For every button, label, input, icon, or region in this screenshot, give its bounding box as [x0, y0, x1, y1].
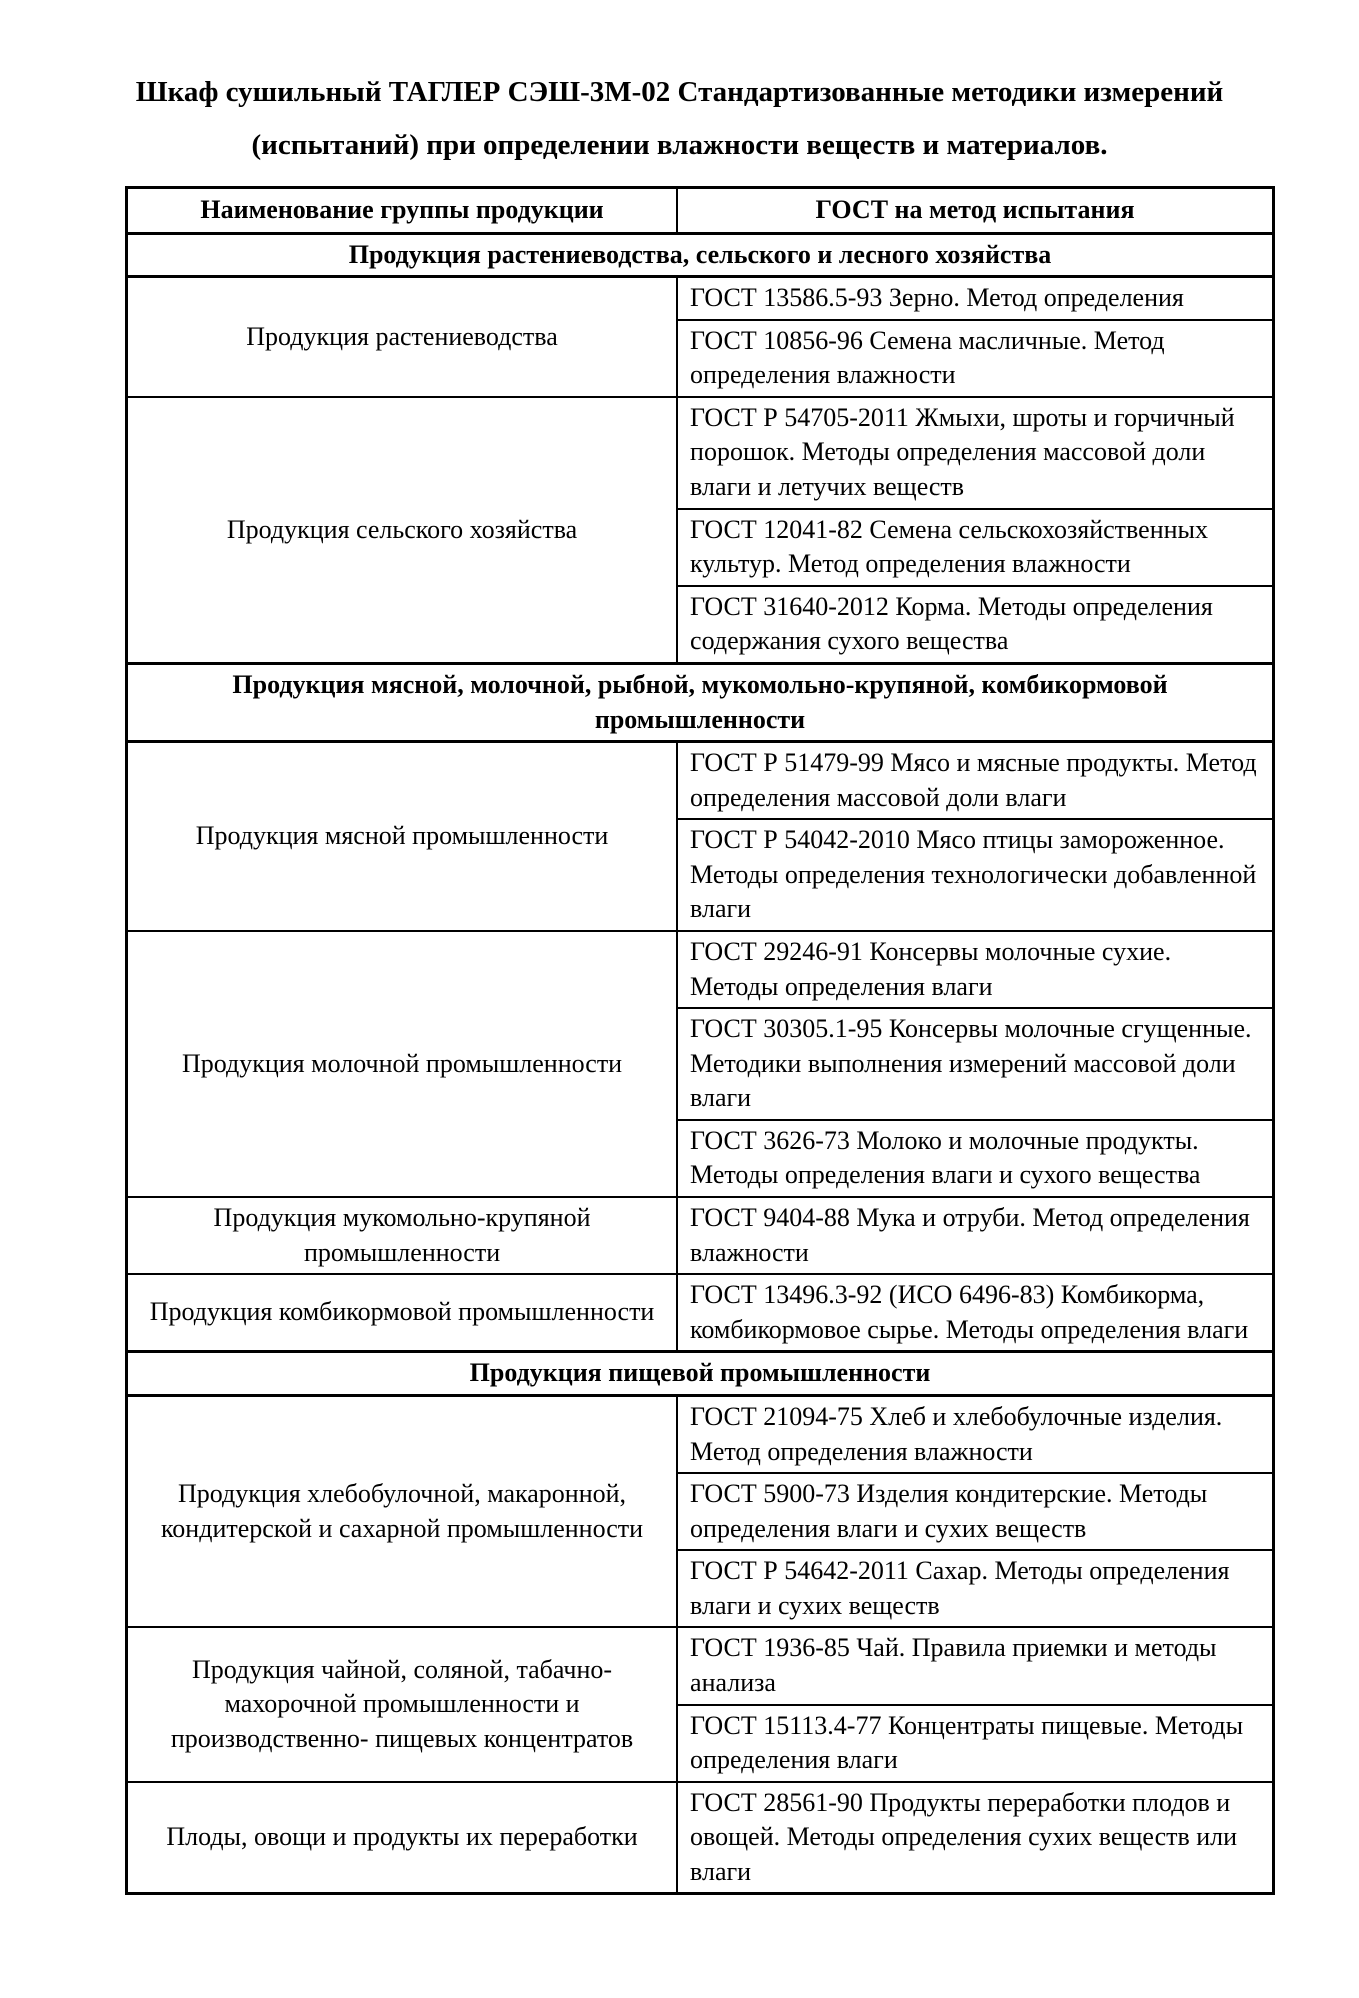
gost-cell: ГОСТ 10856-96 Семена масличные. Метод определения влажности: [677, 320, 1273, 397]
column-header-product-group: Наименование группы продукции: [127, 188, 678, 234]
gost-cell: ГОСТ 9404-88 Мука и отруби. Метод определения влажности: [677, 1197, 1273, 1274]
table-row: [127, 277, 1274, 320]
product-group-cell: Продукция сельского хозяйства: [127, 397, 678, 664]
page-title: [0, 78, 1359, 160]
page-title-line-2: (испытаний) при определении влажности веществ и материалов.: [251, 129, 1108, 161]
table-row: [127, 397, 1274, 509]
section-header-row: [127, 1352, 1274, 1396]
table-row: [127, 1627, 1274, 1704]
gost-methods-table: [125, 186, 1275, 1895]
table-row: [127, 1782, 1274, 1894]
gost-cell: ГОСТ Р 54042-2010 Мясо птицы замороженное. Методы определения технологически добавленной влаги: [677, 819, 1273, 931]
document-page: [0, 78, 1359, 1998]
page-title-line-1: Шкаф сушильный ТАГЛЕР СЭШ-3М-02 Стандартизованные методики измерений: [135, 76, 1224, 108]
gost-cell: ГОСТ 12041-82 Семена сельскохозяйственных культур. Метод определения влажности: [677, 509, 1273, 586]
section-header-row: [127, 233, 1274, 277]
table-row: [127, 1395, 1274, 1473]
gost-cell: ГОСТ 1936-85 Чай. Правила приемки и методы анализа: [677, 1627, 1273, 1704]
column-header-gost-method: ГОСТ на метод испытания: [677, 188, 1273, 234]
gost-cell: ГОСТ 15113.4-77 Концентраты пищевые. Методы определения влаги: [677, 1705, 1273, 1782]
table-row: [127, 931, 1274, 1008]
gost-cell: ГОСТ 28561-90 Продукты переработки плодов и овощей. Методы определения сухих веществ или влаги: [677, 1782, 1273, 1894]
gost-cell: ГОСТ Р 54705-2011 Жмыхи, шроты и горчичный порошок. Методы определения массовой доли влаги и летучих веществ: [677, 397, 1273, 509]
gost-cell: ГОСТ 29246-91 Консервы молочные сухие. Методы определения влаги: [677, 931, 1273, 1008]
table-header-row: [127, 188, 1274, 234]
section-title: Продукция растениеводства, сельского и лесного хозяйства: [127, 233, 1274, 277]
product-group-cell: Плоды, овощи и продукты их переработки: [127, 1782, 678, 1894]
table-row: [127, 1274, 1274, 1352]
gost-cell: ГОСТ Р 51479-99 Мясо и мясные продукты. Метод определения массовой доли влаги: [677, 742, 1273, 820]
gost-cell: ГОСТ 13586.5-93 Зерно. Метод определения: [677, 277, 1273, 320]
product-group-cell: Продукция растениеводства: [127, 277, 678, 397]
product-group-cell: Продукция мукомольно-крупяной промышленности: [127, 1197, 678, 1274]
gost-cell: ГОСТ 5900-73 Изделия кондитерские. Методы определения влаги и сухих веществ: [677, 1473, 1273, 1550]
section-header-row: [127, 663, 1274, 741]
table-row: [127, 1197, 1274, 1274]
table-row: [127, 742, 1274, 820]
product-group-cell: Продукция чайной, соляной, табачно-махорочной промышленности и производственно- пищевых концентратов: [127, 1627, 678, 1781]
section-title: Продукция пищевой промышленности: [127, 1352, 1274, 1396]
section-title: Продукция мясной, молочной, рыбной, мукомольно-крупяной, комбикормовой промышленности: [127, 663, 1274, 741]
product-group-cell: Продукция мясной промышленности: [127, 742, 678, 931]
gost-cell: ГОСТ 3626-73 Молоко и молочные продукты. Методы определения влаги и сухого вещества: [677, 1120, 1273, 1197]
gost-cell: ГОСТ 13496.3-92 (ИСО 6496-83) Комбикорма, комбикормовое сырье. Методы определения влаги: [677, 1274, 1273, 1352]
product-group-cell: Продукция молочной промышленности: [127, 931, 678, 1197]
gost-cell: ГОСТ 21094-75 Хлеб и хлебобулочные изделия. Метод определения влажности: [677, 1395, 1273, 1473]
gost-cell: ГОСТ Р 54642-2011 Сахар. Методы определения влаги и сухих веществ: [677, 1550, 1273, 1627]
product-group-cell: Продукция хлебобулочной, макаронной, кондитерской и сахарной промышленности: [127, 1395, 678, 1627]
product-group-cell: Продукция комбикормовой промышленности: [127, 1274, 678, 1352]
gost-cell: ГОСТ 30305.1-95 Консервы молочные сгущенные. Методики выполнения измерений массовой доли влаги: [677, 1008, 1273, 1120]
gost-cell: ГОСТ 31640-2012 Корма. Методы определения содержания сухого вещества: [677, 586, 1273, 664]
